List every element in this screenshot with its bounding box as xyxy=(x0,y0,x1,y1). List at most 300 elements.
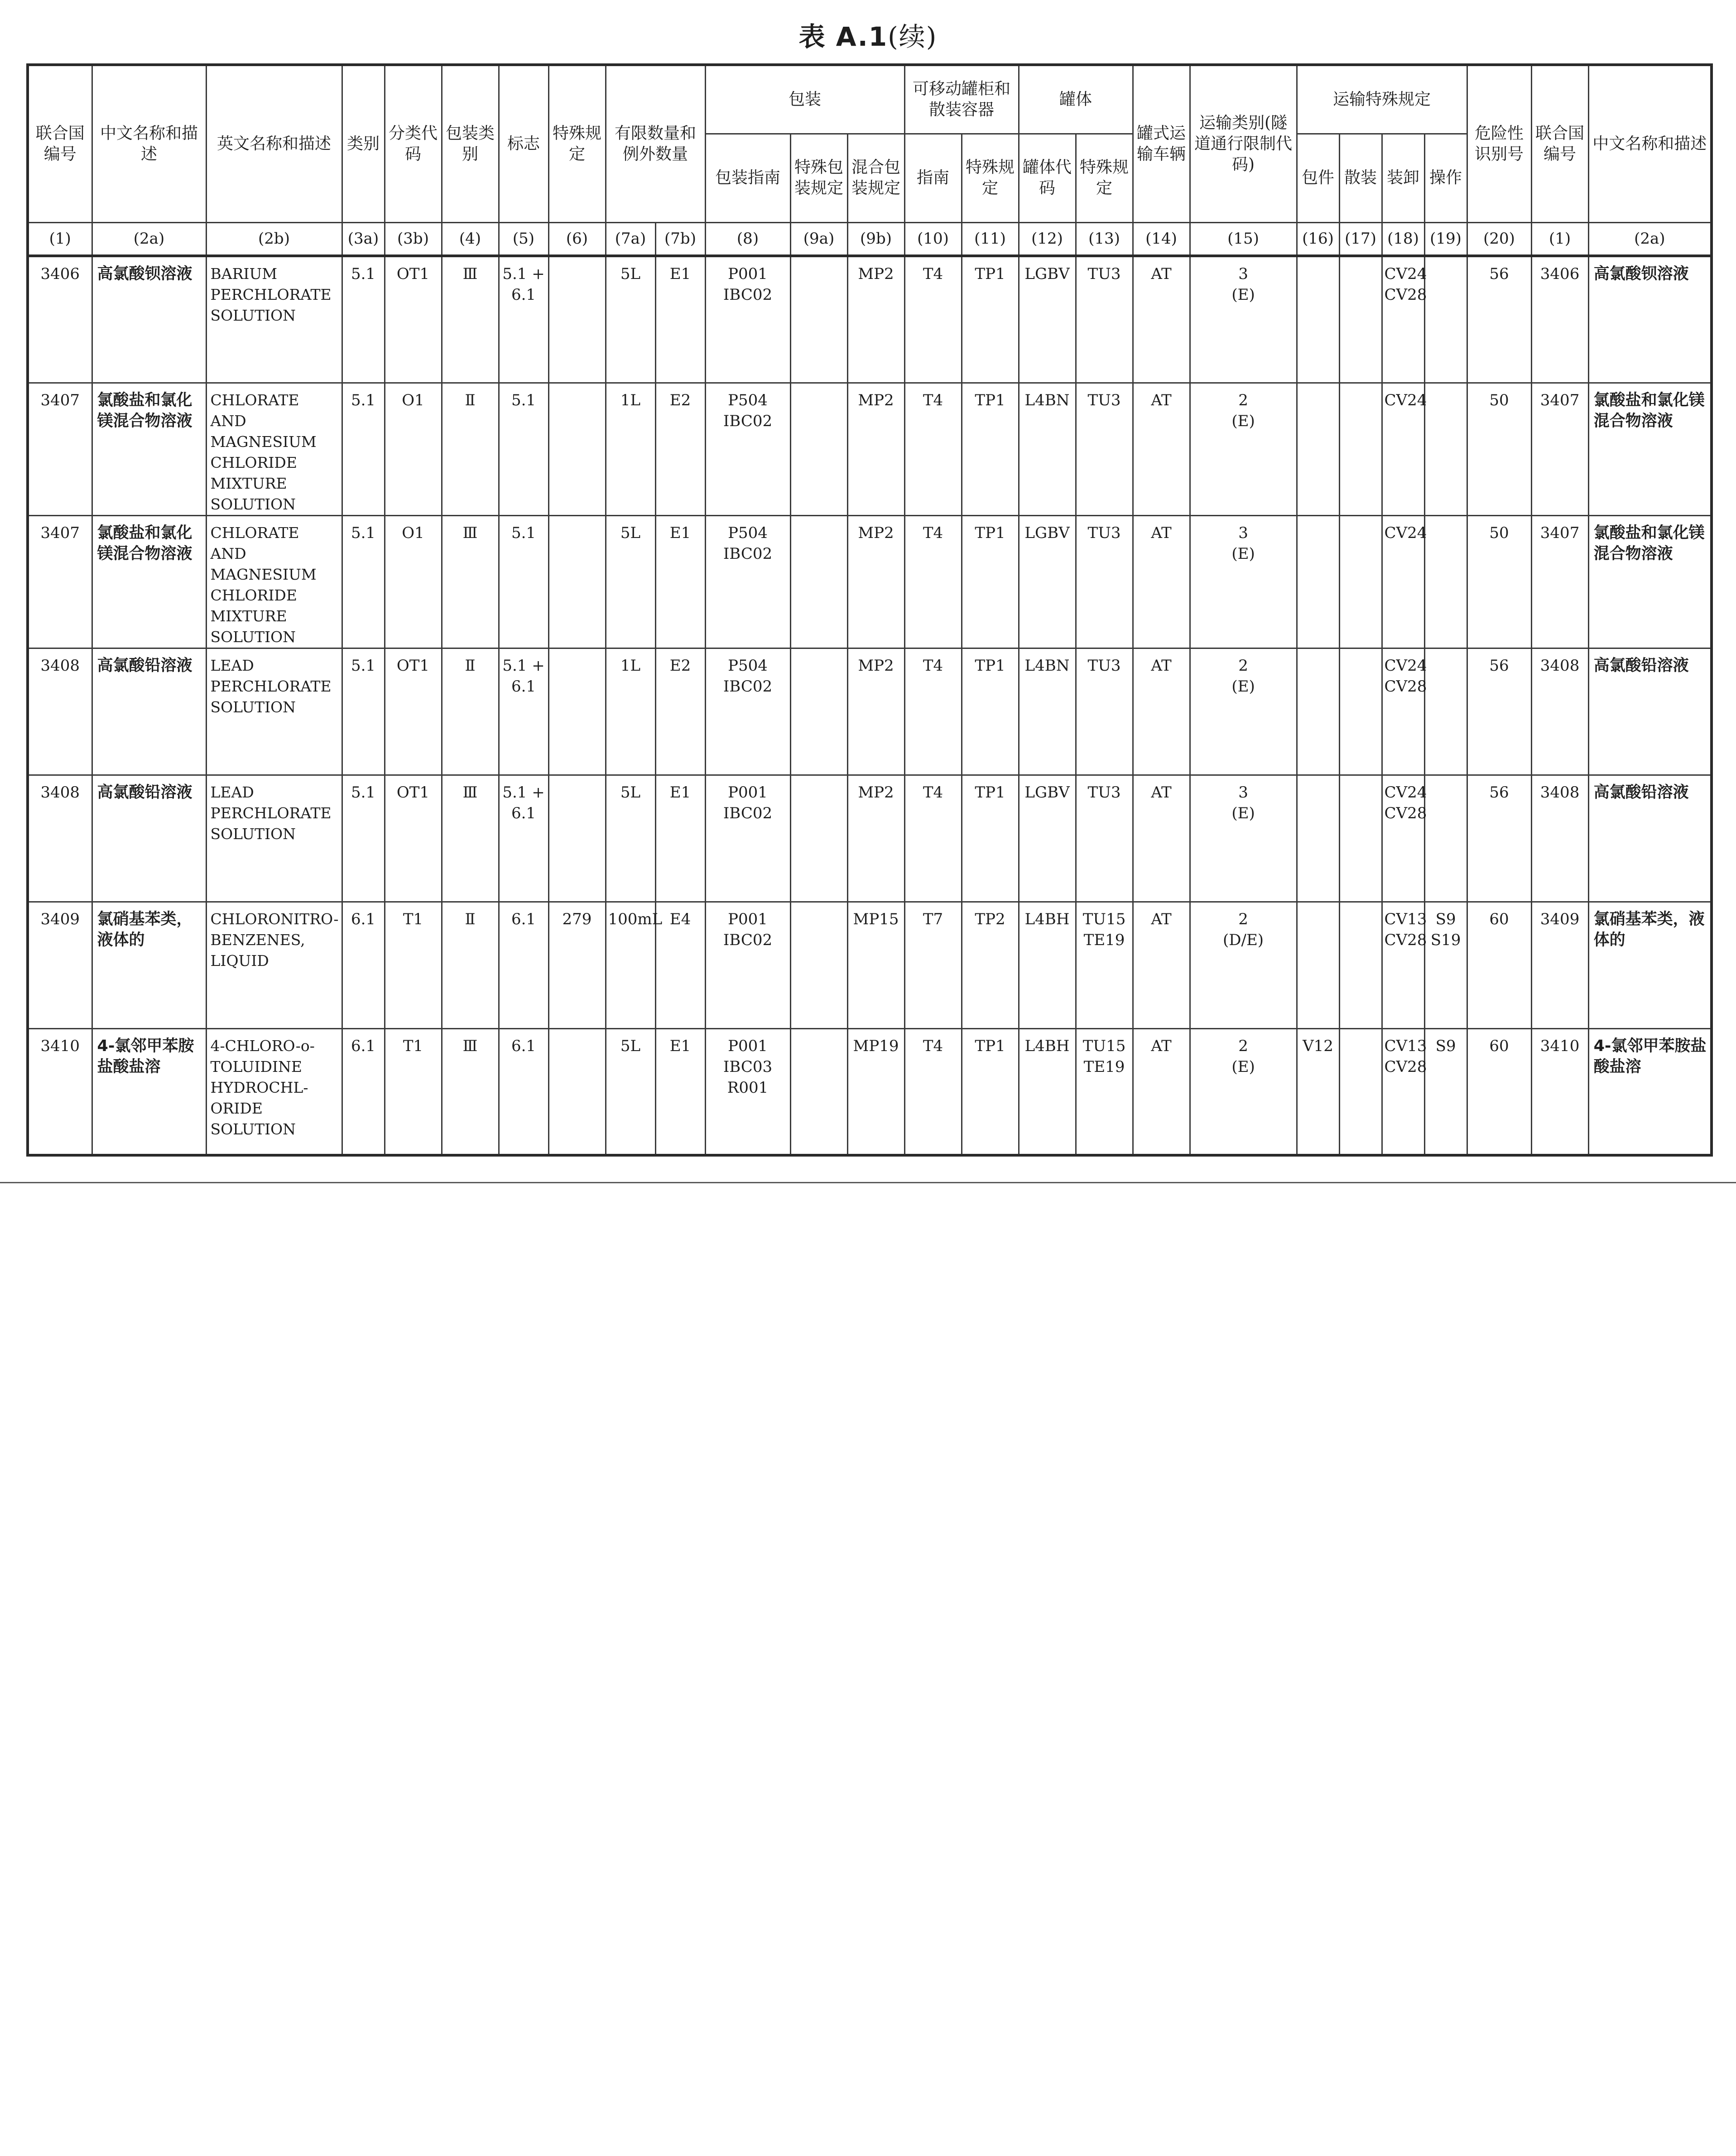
cell-packing-instruction xyxy=(705,1028,790,1155)
cell-un-no-right: 3407 xyxy=(1531,515,1588,648)
cell-transport-category xyxy=(1190,775,1297,902)
cell-un-no-right: 3408 xyxy=(1531,775,1588,902)
header-class-code: 分类代码 xyxy=(385,65,442,222)
table-row xyxy=(28,902,1712,1028)
cell-un-no-right: 3406 xyxy=(1531,256,1588,383)
cell-tank-special-line: TU3 xyxy=(1087,391,1121,409)
cell-packing-instruction xyxy=(705,256,790,383)
column-number: (4) xyxy=(442,222,499,256)
cell-name-zh: 氯硝基苯类，液体的 xyxy=(92,902,206,1028)
header-transport-category: 运输类别(隧道通行限制代码) xyxy=(1190,65,1297,222)
cell-ts-load xyxy=(1382,648,1427,775)
header-special-packing: 特殊包装规定 xyxy=(790,134,847,222)
header-ts-operation: 操作 xyxy=(1424,134,1467,222)
cell-packing-instruction xyxy=(705,648,790,775)
column-number: (15) xyxy=(1190,222,1297,256)
cell-name-zh: 高氯酸铅溶液 xyxy=(92,648,206,775)
cell-special-provisions xyxy=(548,515,606,648)
column-number: (1) xyxy=(28,222,92,256)
cell-packing-instruction-line: IBC03 xyxy=(723,1057,773,1076)
cell-name-zh-right: 氯硝基苯类，液体的 xyxy=(1588,902,1712,1028)
cell-un-no: 3410 xyxy=(28,1028,92,1155)
cell-transport-category-line: (E) xyxy=(1231,286,1255,304)
cell-ts-bulk xyxy=(1339,775,1382,902)
cell-labels xyxy=(499,515,548,648)
cell-pt-special: TP1 xyxy=(962,256,1019,383)
cell-tank-vehicle: AT xyxy=(1133,256,1190,383)
cell-special-packing xyxy=(790,383,847,515)
cell-tank-vehicle: AT xyxy=(1133,775,1190,902)
header-name-en: 英文名称和描述 xyxy=(206,65,342,222)
column-number: (14) xyxy=(1133,222,1190,256)
title-continued: (续) xyxy=(888,21,938,52)
column-number: (9a) xyxy=(790,222,847,256)
column-number: (1) xyxy=(1531,222,1588,256)
cell-limited-qty: 1L xyxy=(606,648,655,775)
cell-tank-special xyxy=(1076,515,1133,648)
table-row xyxy=(28,515,1712,648)
cell-labels xyxy=(499,648,548,775)
cell-name-en-line: SOLUTION xyxy=(210,628,296,646)
cell-name-zh-right: 氯酸盐和氯化镁混合物溶液 xyxy=(1588,383,1712,515)
cell-tank-special-line: TU15 xyxy=(1082,910,1126,928)
cell-name-en xyxy=(206,383,342,515)
cell-un-no: 3406 xyxy=(28,256,92,383)
cell-tank-code: L4BN xyxy=(1019,648,1076,775)
cell-packing-group: Ⅱ xyxy=(442,383,499,515)
cell-limited-qty: 5L xyxy=(606,256,655,383)
cell-class-code: O1 xyxy=(385,515,442,648)
cell-ts-load-line: CV13 xyxy=(1384,910,1427,928)
cell-pt-special: TP1 xyxy=(962,648,1019,775)
cell-mixed-packing: MP2 xyxy=(847,383,904,515)
cell-mixed-packing: MP2 xyxy=(847,515,904,648)
column-number: (17) xyxy=(1339,222,1382,256)
cell-name-en xyxy=(206,648,342,775)
cell-labels xyxy=(499,1028,548,1155)
cell-name-en-line: CHLORATE AND xyxy=(210,523,299,562)
cell-tank-special-line: TU3 xyxy=(1087,656,1121,675)
header-portable-tank: 可移动罐柜和散装容器 xyxy=(904,65,1019,134)
table-row xyxy=(28,775,1712,902)
header-limited-quantity: 有限数量和例外数量 xyxy=(606,65,705,222)
cell-packing-instruction xyxy=(705,902,790,1028)
cell-ts-operation xyxy=(1424,515,1467,648)
cell-class-code: OT1 xyxy=(385,256,442,383)
cell-un-no-right: 3407 xyxy=(1531,383,1588,515)
cell-ts-operation-line: S9 xyxy=(1435,910,1456,928)
column-number: (18) xyxy=(1382,222,1424,256)
cell-name-en-line: BARIUM xyxy=(210,265,278,283)
cell-hazard-id: 50 xyxy=(1467,383,1531,515)
cell-hazard-id: 56 xyxy=(1467,256,1531,383)
header-ts-load: 装卸 xyxy=(1382,134,1424,222)
cell-ts-load xyxy=(1382,515,1427,648)
cell-name-en xyxy=(206,902,342,1028)
column-number: (10) xyxy=(904,222,962,256)
cell-packing-instruction-line: IBC02 xyxy=(723,677,773,696)
cell-special-packing xyxy=(790,256,847,383)
cell-tank-special-line: TU3 xyxy=(1087,523,1121,542)
cell-un-no-right: 3409 xyxy=(1531,902,1588,1028)
cell-name-zh-right: 高氯酸铅溶液 xyxy=(1588,648,1712,775)
cell-packing-instruction-line: P001 xyxy=(728,265,768,283)
header-tank-vehicle: 罐式运输车辆 xyxy=(1133,65,1190,222)
cell-packing-group: Ⅲ xyxy=(442,1028,499,1155)
cell-class-code: OT1 xyxy=(385,775,442,902)
cell-ts-load xyxy=(1382,1028,1427,1155)
cell-packing-instruction-line: R001 xyxy=(727,1078,769,1097)
cell-transport-category-line: 2 xyxy=(1238,1037,1248,1055)
column-number: (2a) xyxy=(1588,222,1712,256)
cell-excepted-qty: E1 xyxy=(655,1028,705,1155)
cell-ts-load-line: CV28 xyxy=(1384,804,1427,822)
cell-tank-special-line: TU3 xyxy=(1087,783,1121,802)
cell-tank-special-line: TU15 xyxy=(1082,1037,1126,1055)
cell-ts-load-line: CV24 xyxy=(1384,265,1427,283)
cell-special-provisions xyxy=(548,648,606,775)
cell-class: 5.1 xyxy=(342,256,385,383)
cell-ts-bulk xyxy=(1339,648,1382,775)
cell-ts-bulk xyxy=(1339,515,1382,648)
header-packing-group: 包装类别 xyxy=(442,65,499,222)
cell-name-en-line: MAGNESIUM xyxy=(210,432,317,451)
column-number: (2a) xyxy=(92,222,206,256)
cell-class: 5.1 xyxy=(342,775,385,902)
cell-limited-qty: 1L xyxy=(606,383,655,515)
cell-excepted-qty: E2 xyxy=(655,648,705,775)
cell-tank-special xyxy=(1076,775,1133,902)
table-row xyxy=(28,1028,1712,1155)
page-divider xyxy=(0,1182,1736,1183)
cell-ts-package xyxy=(1297,648,1339,775)
cell-ts-bulk xyxy=(1339,1028,1382,1155)
cell-tank-special xyxy=(1076,256,1133,383)
cell-name-en-line: CHLORIDE xyxy=(210,453,297,471)
header-un-no: 联合国编号 xyxy=(28,65,92,222)
cell-pt-special: TP2 xyxy=(962,902,1019,1028)
cell-ts-operation xyxy=(1424,1028,1467,1155)
cell-packing-instruction-line: P504 xyxy=(728,391,768,409)
column-number: (2b) xyxy=(206,222,342,256)
cell-ts-operation-line: S9 xyxy=(1435,1037,1456,1055)
cell-name-en-line: CHLORIDE xyxy=(210,586,297,604)
cell-mixed-packing: MP2 xyxy=(847,775,904,902)
cell-tank-code: LGBV xyxy=(1019,515,1076,648)
cell-mixed-packing: MP19 xyxy=(847,1028,904,1155)
cell-ts-package xyxy=(1297,775,1339,902)
cell-pt-instruction: T4 xyxy=(904,256,962,383)
cell-pt-special: TP1 xyxy=(962,383,1019,515)
cell-tank-vehicle: AT xyxy=(1133,648,1190,775)
cell-pt-instruction: T4 xyxy=(904,1028,962,1155)
cell-transport-category-line: (E) xyxy=(1231,1057,1255,1076)
cell-transport-category xyxy=(1190,383,1297,515)
cell-transport-category xyxy=(1190,902,1297,1028)
cell-name-en xyxy=(206,1028,342,1155)
cell-class-code: T1 xyxy=(385,1028,442,1155)
cell-name-zh-right: 高氯酸铅溶液 xyxy=(1588,775,1712,902)
header-mixed-packing: 混合包装规定 xyxy=(847,134,904,222)
cell-packing-instruction-line: P001 xyxy=(728,783,768,802)
cell-name-zh: 4-氯邻甲苯胺盐酸盐溶 xyxy=(92,1028,206,1155)
cell-limited-qty: 5L xyxy=(606,1028,655,1155)
cell-name-en xyxy=(206,256,342,383)
cell-packing-instruction-line: IBC02 xyxy=(723,412,773,430)
cell-hazard-id: 60 xyxy=(1467,1028,1531,1155)
cell-hazard-id: 60 xyxy=(1467,902,1531,1028)
cell-special-provisions xyxy=(548,775,606,902)
cell-pt-special: TP1 xyxy=(962,515,1019,648)
cell-un-no-right: 3410 xyxy=(1531,1028,1588,1155)
cell-name-zh-right: 高氯酸钡溶液 xyxy=(1588,256,1712,383)
cell-transport-category xyxy=(1190,648,1297,775)
cell-ts-load-line: CV24 xyxy=(1384,391,1427,409)
cell-name-en-line: CHLORATE AND xyxy=(210,391,299,430)
cell-labels-line: 5.1 xyxy=(511,391,536,409)
cell-class-code: O1 xyxy=(385,383,442,515)
header-special-provisions: 特殊规定 xyxy=(548,65,606,222)
cell-name-zh: 高氯酸钡溶液 xyxy=(92,256,206,383)
column-number: (3a) xyxy=(342,222,385,256)
cell-name-en-line: MIXTURE xyxy=(210,607,287,625)
cell-un-no: 3407 xyxy=(28,383,92,515)
cell-hazard-id: 50 xyxy=(1467,515,1531,648)
cell-ts-package xyxy=(1297,256,1339,383)
cell-name-en xyxy=(206,515,342,648)
cell-packing-instruction-line: P504 xyxy=(728,523,768,542)
cell-hazard-id: 56 xyxy=(1467,775,1531,902)
cell-name-en-line: CHLORONITRO- xyxy=(210,910,339,928)
cell-tank-special xyxy=(1076,1028,1133,1155)
cell-hazard-id: 56 xyxy=(1467,648,1531,775)
cell-tank-vehicle: AT xyxy=(1133,902,1190,1028)
column-number: (6) xyxy=(548,222,606,256)
cell-transport-category xyxy=(1190,256,1297,383)
cell-labels-line: 6.1 xyxy=(511,1037,536,1055)
cell-transport-category-line: (E) xyxy=(1231,804,1255,822)
cell-class: 5.1 xyxy=(342,515,385,648)
cell-name-en-line: LEAD xyxy=(210,783,254,801)
cell-ts-bulk xyxy=(1339,383,1382,515)
header-un-no-right: 联合国编号 xyxy=(1531,65,1588,222)
cell-packing-instruction-line: IBC02 xyxy=(723,804,773,822)
cell-tank-special-line: TE19 xyxy=(1083,931,1125,949)
cell-ts-bulk xyxy=(1339,256,1382,383)
column-number: (19) xyxy=(1424,222,1467,256)
cell-ts-operation xyxy=(1424,383,1467,515)
column-number: (8) xyxy=(705,222,790,256)
cell-transport-category-line: 3 xyxy=(1238,783,1248,802)
cell-packing-instruction-line: P001 xyxy=(728,1037,768,1055)
cell-name-zh: 氯酸盐和氯化镁混合物溶液 xyxy=(92,515,206,648)
cell-name-en-line: PERCHLORATE xyxy=(210,804,332,822)
column-number-row xyxy=(28,222,1712,256)
header-transport-special: 运输特殊规定 xyxy=(1297,65,1467,134)
cell-labels-line: 5.1 xyxy=(511,523,536,542)
header-packing-instruction: 包装指南 xyxy=(705,134,790,222)
cell-un-no-right: 3408 xyxy=(1531,648,1588,775)
cell-ts-operation xyxy=(1424,775,1467,902)
cell-special-provisions xyxy=(548,1028,606,1155)
column-number: (13) xyxy=(1076,222,1133,256)
cell-labels-line: 6.1 xyxy=(511,910,536,928)
cell-limited-qty: 5L xyxy=(606,515,655,648)
cell-packing-instruction xyxy=(705,515,790,648)
header-name-zh: 中文名称和描述 xyxy=(92,65,206,222)
cell-ts-load-line: CV28 xyxy=(1384,677,1427,696)
cell-transport-category-line: 2 xyxy=(1238,656,1248,675)
cell-tank-vehicle: AT xyxy=(1133,1028,1190,1155)
cell-name-en-line: HYDROCHL- xyxy=(210,1078,308,1096)
cell-pt-instruction: T4 xyxy=(904,515,962,648)
column-number: (7b) xyxy=(655,222,705,256)
cell-ts-operation xyxy=(1424,902,1467,1028)
cell-tank-vehicle: AT xyxy=(1133,383,1190,515)
cell-ts-load-line: CV28 xyxy=(1384,1057,1427,1076)
cell-labels-line: 5.1 + xyxy=(502,265,545,283)
cell-pt-instruction: T4 xyxy=(904,648,962,775)
cell-name-en-line: LIQUID xyxy=(210,951,269,970)
cell-ts-operation xyxy=(1424,648,1467,775)
cell-transport-category-line: (D/E) xyxy=(1223,931,1264,949)
header-tank-code: 罐体代码 xyxy=(1019,134,1076,222)
cell-packing-instruction-line: P504 xyxy=(728,656,768,675)
table-row xyxy=(28,383,1712,515)
header-row-1 xyxy=(28,65,1712,134)
cell-name-en-line: MIXTURE xyxy=(210,474,287,492)
column-number: (5) xyxy=(499,222,548,256)
cell-special-packing xyxy=(790,1028,847,1155)
cell-transport-category-line: (E) xyxy=(1231,677,1255,696)
cell-packing-group: Ⅲ xyxy=(442,256,499,383)
cell-transport-category-line: 2 xyxy=(1238,391,1248,409)
cell-tank-vehicle: AT xyxy=(1133,515,1190,648)
cell-special-packing xyxy=(790,902,847,1028)
cell-packing-instruction-line: IBC02 xyxy=(723,286,773,304)
column-number: (7a) xyxy=(606,222,655,256)
cell-name-en-line: 4-CHLORO-o- xyxy=(210,1037,315,1055)
cell-labels xyxy=(499,383,548,515)
cell-name-zh-right: 氯酸盐和氯化镁混合物溶液 xyxy=(1588,515,1712,648)
cell-packing-group: Ⅱ xyxy=(442,902,499,1028)
cell-ts-load-line: CV13 xyxy=(1384,1037,1427,1055)
cell-packing-instruction xyxy=(705,383,790,515)
cell-mixed-packing: MP2 xyxy=(847,256,904,383)
cell-class-code: T1 xyxy=(385,902,442,1028)
column-number: (12) xyxy=(1019,222,1076,256)
cell-class: 6.1 xyxy=(342,902,385,1028)
cell-labels xyxy=(499,902,548,1028)
cell-excepted-qty: E1 xyxy=(655,256,705,383)
cell-special-packing xyxy=(790,515,847,648)
cell-excepted-qty: E2 xyxy=(655,383,705,515)
cell-tank-special-line: TU3 xyxy=(1087,265,1121,283)
column-number: (16) xyxy=(1297,222,1339,256)
cell-name-en-line: TOLUIDINE xyxy=(210,1057,302,1076)
header-class: 类别 xyxy=(342,65,385,222)
cell-special-provisions: 279 xyxy=(548,902,606,1028)
cell-packing-instruction xyxy=(705,775,790,902)
cell-ts-package xyxy=(1297,515,1339,648)
column-number: (11) xyxy=(962,222,1019,256)
cell-un-no: 3408 xyxy=(28,648,92,775)
cell-labels-line: 6.1 xyxy=(511,286,536,304)
table-row xyxy=(28,256,1712,383)
cell-packing-instruction-line: IBC02 xyxy=(723,544,773,563)
cell-tank-code: L4BN xyxy=(1019,383,1076,515)
cell-ts-load-line: CV24 xyxy=(1384,783,1427,802)
cell-tank-special xyxy=(1076,902,1133,1028)
cell-transport-category-line: (E) xyxy=(1231,412,1255,430)
column-number: (20) xyxy=(1467,222,1531,256)
table-row xyxy=(28,648,1712,775)
cell-ts-load xyxy=(1382,775,1427,902)
cell-packing-instruction-line: P001 xyxy=(728,910,768,928)
cell-name-en-line: PERCHLORATE xyxy=(210,677,332,695)
cell-labels-line: 5.1 + xyxy=(502,656,545,675)
cell-packing-group: Ⅱ xyxy=(442,648,499,775)
cell-pt-special: TP1 xyxy=(962,1028,1019,1155)
cell-class-code: OT1 xyxy=(385,648,442,775)
cell-packing-instruction-line: IBC02 xyxy=(723,931,773,949)
cell-transport-category-line: 3 xyxy=(1238,265,1248,283)
cell-name-zh-right: 4-氯邻甲苯胺盐酸盐溶 xyxy=(1588,1028,1712,1155)
cell-name-en-line: ORIDE xyxy=(210,1099,263,1117)
cell-labels xyxy=(499,256,548,383)
cell-ts-operation xyxy=(1424,256,1467,383)
cell-ts-package xyxy=(1297,383,1339,515)
cell-labels-line: 6.1 xyxy=(511,804,536,822)
cell-name-zh: 高氯酸铅溶液 xyxy=(92,775,206,902)
cell-tank-special xyxy=(1076,383,1133,515)
cell-un-no: 3409 xyxy=(28,902,92,1028)
header-tank-special: 特殊规定 xyxy=(1076,134,1133,222)
cell-transport-category xyxy=(1190,515,1297,648)
cell-name-en-line: LEAD xyxy=(210,656,254,674)
cell-labels-line: 6.1 xyxy=(511,677,536,696)
cell-transport-category-line: 2 xyxy=(1238,910,1248,928)
cell-un-no: 3407 xyxy=(28,515,92,648)
cell-name-en-line: SOLUTION xyxy=(210,1120,296,1138)
cell-ts-load-line: CV24 xyxy=(1384,656,1427,675)
cell-special-provisions xyxy=(548,383,606,515)
cell-ts-load xyxy=(1382,383,1427,515)
cell-transport-category-line: 3 xyxy=(1238,523,1248,542)
cell-tank-code: LGBV xyxy=(1019,775,1076,902)
title-main: 表 A.1 xyxy=(798,21,888,52)
header-name-zh-right: 中文名称和描述 xyxy=(1588,65,1712,222)
cell-pt-instruction: T4 xyxy=(904,775,962,902)
header-ts-package: 包件 xyxy=(1297,134,1339,222)
cell-special-provisions xyxy=(548,256,606,383)
cell-transport-category-line: (E) xyxy=(1231,544,1255,563)
cell-name-en-line: PERCHLORATE xyxy=(210,286,332,303)
cell-class: 5.1 xyxy=(342,383,385,515)
cell-pt-instruction: T7 xyxy=(904,902,962,1028)
table-body xyxy=(28,256,1712,1155)
cell-class: 5.1 xyxy=(342,648,385,775)
cell-ts-load-line: CV24 xyxy=(1384,523,1427,542)
cell-tank-special-line: TE19 xyxy=(1083,1057,1125,1076)
cell-labels xyxy=(499,775,548,902)
column-number: (9b) xyxy=(847,222,904,256)
cell-special-packing xyxy=(790,648,847,775)
cell-transport-category xyxy=(1190,1028,1297,1155)
cell-ts-operation-line: S19 xyxy=(1430,931,1461,949)
cell-tank-special xyxy=(1076,648,1133,775)
header-pt-special: 特殊规定 xyxy=(962,134,1019,222)
